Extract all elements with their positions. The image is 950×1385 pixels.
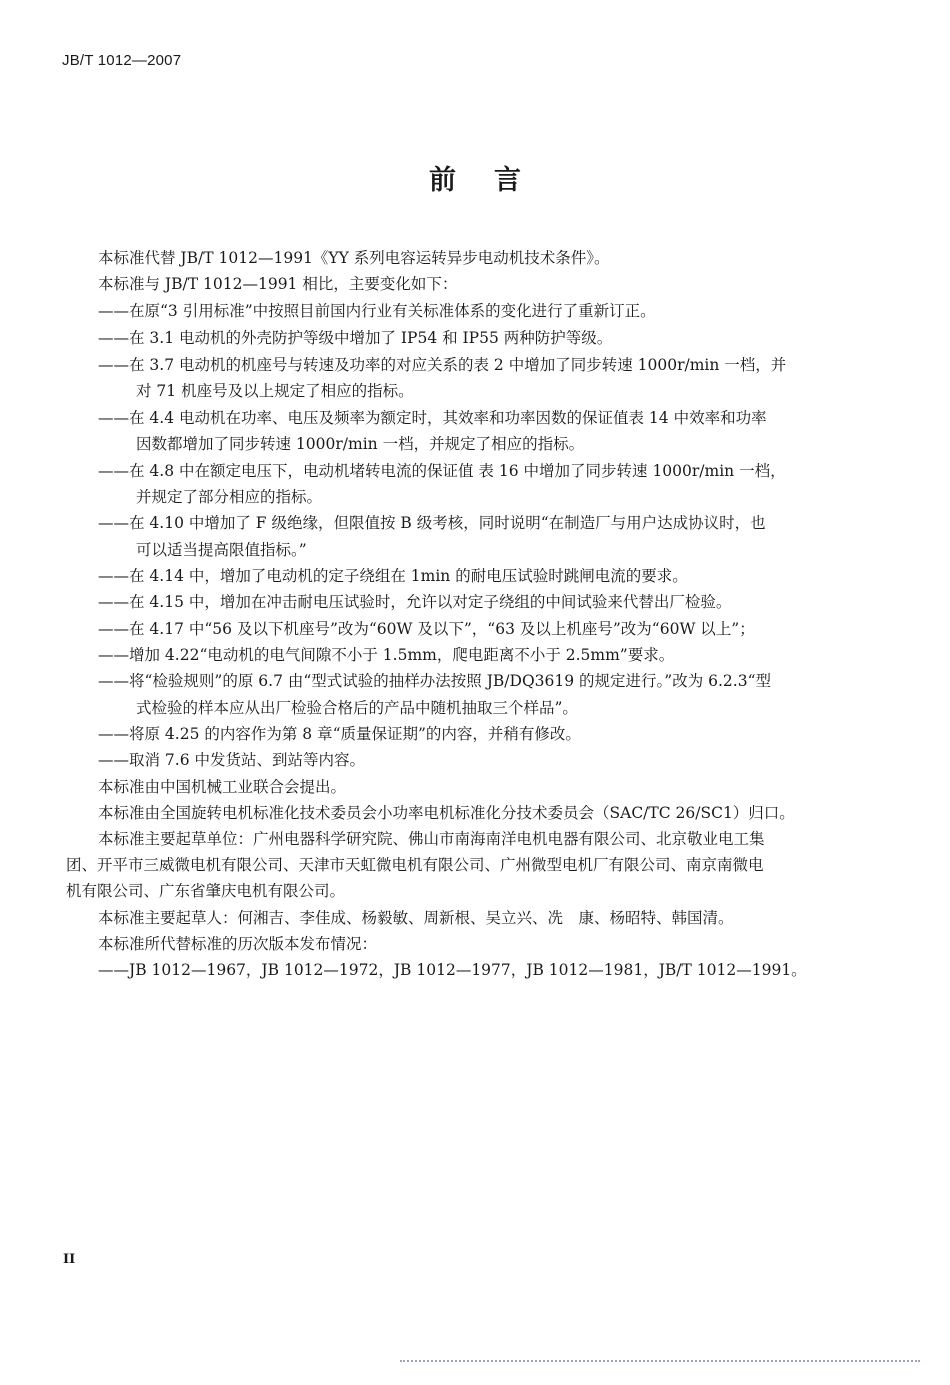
list-item: ——在 3.7 电动机的机座号与转速及功率的对应关系的表 2 中增加了同步转速 1000r/min 一档，并	[98, 356, 787, 374]
list-item: ——在原“3 引用标准”中按照目前国内行业有关标准体系的变化进行了重新订正。	[98, 302, 656, 320]
paragraph-line: 本标准代替 JB/T 1012—1991《YY 系列电容运转异步电动机技术条件》。	[98, 249, 610, 267]
paragraph-line: 本标准主要起草人：何湘吉、李佳成、杨毅敏、周新根、吴立兴、冼 康、杨昭特、韩国清。	[98, 909, 734, 927]
document-code: JB/T 1012—2007	[62, 52, 182, 69]
paragraph-line: 本标准与 JB/T 1012—1991 相比，主要变化如下：	[98, 275, 458, 293]
list-item-continuation: 式检验的样本应从出厂检验合格后的产品中随机抽取三个样品”。	[136, 699, 578, 717]
list-item-continuation: 并规定了部分相应的指标。	[136, 488, 323, 506]
paragraph-line: 本标准主要起草单位：广州电器科学研究院、佛山市南海南洋电机电器有限公司、北京敬业电工集	[98, 830, 765, 848]
paragraph-line: 机有限公司、广东省肇庆电机有限公司。	[66, 882, 346, 900]
list-item: ——增加 4.22“电动机的电气间隙不小于 1.5mm，爬电距离不小于 2.5mm”要求。	[98, 646, 675, 664]
list-item: ——JB 1012—1967，JB 1012—1972，JB 1012—1977，JB 1012—1981，JB/T 1012—1991。	[98, 961, 807, 979]
paragraph-line: 本标准由中国机械工业联合会提出。	[98, 778, 347, 796]
list-item-continuation: 对 71 机座号及以上规定了相应的指标。	[136, 382, 414, 400]
list-item: ——取消 7.6 中发货站、到站等内容。	[98, 751, 366, 769]
list-item: ——将“检验规则”的原 6.7 由“型式试验的抽样办法按照 JB/DQ3619 的规定进行。”改为 6.2.3“型	[98, 672, 772, 690]
scan-artifact-line	[400, 1360, 920, 1362]
paragraph-line: 本标准由全国旋转电机标准化技术委员会小功率电机标准化分技术委员会（SAC/TC 26/SC1）归口。	[98, 804, 795, 822]
list-item: ——在 4.14 中，增加了电动机的定子绕组在 1min 的耐电压试验时跳闸电流的要求。	[98, 567, 688, 585]
list-item: ——在 4.4 电动机在功率、电压及频率为额定时，其效率和功率因数的保证值表 14 中效率和功率	[98, 409, 767, 427]
list-item-continuation: 可以适当提高限值指标。”	[136, 541, 307, 559]
list-item: ——在 4.17 中“56 及以下机座号”改为“60W 及以下”，“63 及以上机座号”改为“60W 以上”；	[98, 620, 755, 638]
list-item: ——在 4.8 中在额定电压下，电动机堵转电流的保证值 表 16 中增加了同步转速 1000r/min 一档，	[98, 462, 786, 480]
list-item: ——将原 4.25 的内容作为第 8 章“质量保证期”的内容，并稍有修改。	[98, 725, 581, 743]
paragraph-line: 本标准所代替标准的历次版本发布情况：	[98, 935, 378, 953]
list-item: ——在 4.10 中增加了 F 级绝缘，但限值按 B 级考核，同时说明“在制造厂与用户达成协议时，也	[98, 514, 766, 532]
list-item-continuation: 因数都增加了同步转速 1000r/min 一档，并规定了相应的指标。	[136, 435, 585, 453]
page-number: II	[63, 1252, 76, 1267]
list-item: ——在 3.1 电动机的外壳防护等级中增加了 IP54 和 IP55 两种防护等级。	[98, 329, 613, 347]
paragraph-line: 团、开平市三威微电机有限公司、天津市天虹微电机有限公司、广州微型电机厂有限公司、南京南微电	[66, 856, 764, 874]
list-item: ——在 4.15 中，增加在冲击耐电压试验时，允许以对定子绕组的中间试验来代替出厂检验。	[98, 593, 732, 611]
page-title: 前言	[429, 165, 559, 196]
